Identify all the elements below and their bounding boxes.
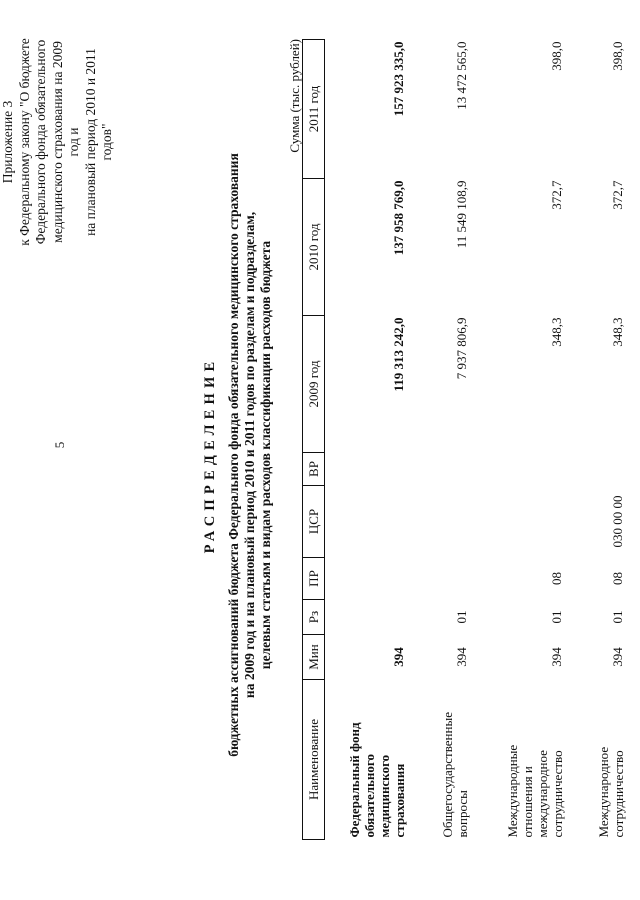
row-name-line: Международное xyxy=(596,746,611,838)
row-rz: 01 xyxy=(549,610,564,624)
row-amount-2009: 119 313 242,0 xyxy=(391,317,406,392)
table-row xyxy=(325,40,411,840)
row-min: 394 xyxy=(610,647,625,667)
row-name xyxy=(410,680,473,840)
row-vr xyxy=(410,453,473,486)
row-min: 394 xyxy=(549,647,564,667)
document-title: РАСПРЕДЕЛЕНИЕ xyxy=(202,356,218,554)
row-min: 394 xyxy=(454,647,469,667)
row-name-line: сотрудничество xyxy=(611,750,626,838)
table-header-row xyxy=(303,40,325,840)
row-amount-2009: 7 937 806,9 xyxy=(454,317,469,380)
row-pr xyxy=(410,558,473,600)
row-vr xyxy=(568,453,629,486)
row-amount-2011: 157 923 335,0 xyxy=(391,41,406,117)
column-header-csr: ЦСР xyxy=(303,486,325,558)
row-amount-2011: 13 472 565,0 xyxy=(454,41,469,110)
row-amount-2010: 372,7 xyxy=(549,180,564,210)
row-amount-2009: 348,3 xyxy=(549,317,564,347)
row-rz xyxy=(325,600,411,635)
row-name-line: Федеральный фонд xyxy=(347,722,362,838)
subtitle-line: бюджетных ассигнований бюджета Федерального фонда обязательного медицинского страхования xyxy=(226,153,241,757)
table-row xyxy=(473,40,568,840)
row-name xyxy=(568,680,629,840)
row-name-line: отношения и xyxy=(520,766,535,838)
row-amount-2010: 137 958 769,0 xyxy=(391,180,406,256)
row-amount-2011: 398,0 xyxy=(610,41,625,71)
row-csr xyxy=(325,486,411,558)
subtitle-line: на 2009 год и на плановый период 2010 и 2011 годов по разделам и подразделам, xyxy=(242,211,257,699)
appendix-header xyxy=(0,32,120,252)
row-name-line: Общегосударственные xyxy=(440,712,455,838)
row-name-line: сотрудничество xyxy=(550,750,565,838)
row-pr xyxy=(325,558,411,600)
appendix-line: Федерального фонда обязательного xyxy=(33,39,48,245)
row-name-line: обязательного xyxy=(362,754,377,838)
column-header-name: Наименование xyxy=(303,680,325,840)
appendix-line: на плановый период 2010 и 2011 годов" xyxy=(82,48,114,236)
appendix-line: Приложение 3 xyxy=(0,100,15,184)
page-number: 5 xyxy=(52,441,67,449)
budget-table xyxy=(302,39,629,840)
subtitle-line: целевым статьям и видам расходов классификации расходов бюджета xyxy=(258,240,273,670)
row-name-line: медицинского страхования xyxy=(377,754,407,838)
appendix-line: к Федеральному закону "О бюджете xyxy=(16,38,32,246)
units-label: Сумма (тыс. рублей) xyxy=(287,39,302,153)
row-amount-2010: 372,7 xyxy=(610,180,625,210)
row-name-line: Международные xyxy=(505,744,520,838)
column-header-2010: 2010 год xyxy=(303,179,325,316)
row-rz: 01 xyxy=(610,610,625,624)
appendix-line: медицинского страхования на 2009 год и xyxy=(49,41,81,243)
row-name xyxy=(325,680,411,840)
column-header-pr: ПР xyxy=(303,558,325,600)
row-amount-2010: 11 549 108,9 xyxy=(454,180,469,249)
row-pr: 08 xyxy=(610,572,625,585)
table-row xyxy=(410,40,473,840)
column-header-rz: Рз xyxy=(303,600,325,635)
row-amount-2009: 348,3 xyxy=(610,317,625,347)
document-subtitle xyxy=(226,40,274,870)
row-csr xyxy=(410,486,473,558)
table-row xyxy=(568,40,629,840)
row-min: 394 xyxy=(391,647,406,667)
column-header-2011: 2011 год xyxy=(303,40,325,179)
row-csr: 030 00 00 xyxy=(610,495,625,548)
row-pr: 08 xyxy=(549,572,564,585)
row-csr xyxy=(473,486,568,558)
row-name-line: вопросы xyxy=(455,790,470,838)
row-name-line: международное xyxy=(535,750,550,838)
row-vr xyxy=(473,453,568,486)
column-header-2009: 2009 год xyxy=(303,316,325,453)
row-amount-2011: 398,0 xyxy=(549,41,564,71)
row-rz: 01 xyxy=(454,610,469,624)
row-vr xyxy=(325,453,411,486)
column-header-vr: ВР xyxy=(303,453,325,486)
column-header-min: Мин xyxy=(303,635,325,680)
rotated-sheet xyxy=(0,38,626,870)
row-name xyxy=(473,680,568,840)
